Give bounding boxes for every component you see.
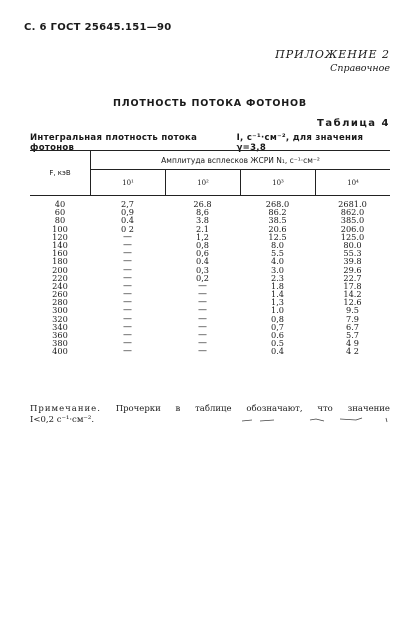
value-cell: 9.5: [345, 305, 360, 316]
header-amplitude: Амплитуда всплесков ЖСРИ N₁, с⁻¹·см⁻²: [91, 151, 390, 170]
column-amplitude-4: [315, 200, 390, 356]
table-caption-right: I, с⁻¹·см⁻², для значения γ=3,8: [236, 133, 364, 153]
value-cell: 6.7: [345, 321, 360, 332]
note-word: обозначают,: [246, 404, 303, 414]
value-cell: —: [198, 313, 207, 324]
section-title: ПЛОТНОСТЬ ПОТОКА ФОТОНОВ: [113, 98, 307, 109]
value-cell: 3.0: [270, 264, 285, 275]
value-cell: 12.6: [343, 297, 362, 308]
column-amplitude-3: [240, 200, 315, 356]
energy-cell: 80: [54, 215, 66, 226]
column-energy: [30, 200, 90, 356]
value-cell: 5.5: [270, 248, 285, 259]
flux-table: [30, 150, 390, 356]
value-cell: —: [198, 280, 207, 291]
value-cell: 206.0: [340, 223, 365, 234]
value-cell: —: [123, 321, 132, 332]
value-cell: 1.8: [270, 280, 285, 291]
energy-cell: 380: [52, 338, 68, 349]
energy-cell: 140: [52, 239, 68, 250]
value-cell: 4 9: [345, 338, 360, 349]
value-cell: —: [198, 305, 207, 316]
value-cell: —: [198, 346, 207, 357]
value-cell: 8.0: [270, 239, 285, 250]
note-word: Прочерки: [115, 404, 161, 414]
value-cell: 0,2: [195, 272, 210, 283]
energy-cell: 260: [52, 289, 68, 300]
value-cell: 17.8: [343, 280, 362, 291]
value-cell: 0,9: [120, 207, 135, 218]
note-word: что: [317, 404, 333, 414]
value-cell: 26.8: [193, 199, 212, 209]
appendix-block: [275, 48, 390, 76]
energy-cell: 40: [54, 199, 66, 209]
value-cell: 125.0: [340, 231, 365, 242]
value-cell: 20.6: [268, 223, 287, 234]
energy-cell: 400: [52, 346, 68, 357]
value-cell: 4.0: [270, 256, 285, 267]
value-cell: —: [123, 297, 132, 308]
value-cell: 0 2: [120, 223, 135, 234]
value-cell: —: [123, 313, 132, 324]
value-cell: 3.8: [195, 215, 210, 226]
value-cell: 2,7: [120, 199, 135, 209]
value-cell: 12.5: [268, 231, 287, 242]
energy-cell: 360: [52, 330, 68, 340]
value-cell: 0.4: [195, 256, 210, 267]
value-cell: 1,3: [270, 297, 285, 308]
value-cell: 268.0: [265, 199, 290, 209]
value-cell: —: [123, 231, 132, 242]
header-sub-3: 10³: [241, 170, 316, 195]
energy-cell: 320: [52, 313, 68, 324]
value-cell: —: [198, 289, 207, 300]
table-header: [30, 151, 390, 195]
value-cell: —: [123, 280, 132, 291]
value-cell: 862.0: [340, 207, 365, 218]
energy-cell: 160: [52, 248, 68, 259]
value-cell: 8,6: [195, 207, 210, 218]
value-cell: 2681.0: [338, 199, 367, 209]
header-sub-4: 10⁴: [347, 178, 359, 187]
energy-cell: 280: [52, 297, 68, 308]
value-cell: —: [123, 256, 132, 267]
value-cell: 55.3: [343, 248, 362, 259]
note-word: в: [175, 404, 181, 414]
header-subs: [91, 170, 390, 195]
value-cell: 4 2: [345, 346, 360, 357]
value-cell: 2.3: [270, 272, 285, 283]
note-lead: Примечание.: [30, 404, 101, 414]
value-cell: 1.4: [270, 289, 285, 300]
note-word: таблице: [195, 404, 232, 414]
column-amplitude-1: [90, 200, 165, 356]
value-cell: 2.1: [195, 223, 210, 234]
value-cell: —: [198, 297, 207, 308]
energy-cell: 60: [54, 207, 66, 218]
page-header: С. 6 ГОСТ 25645.151—90: [24, 22, 172, 33]
value-cell: 0.4: [120, 215, 135, 226]
energy-cell: 340: [52, 321, 68, 332]
energy-cell: 180: [52, 256, 68, 267]
value-cell: 29.6: [343, 264, 362, 275]
appendix-label: ПРИЛОЖЕНИЕ 2: [275, 48, 390, 61]
note-line-2: I<0,2 с⁻¹·см⁻².: [30, 415, 95, 425]
energy-cell: 200: [52, 264, 68, 275]
value-cell: 0.6: [270, 330, 285, 340]
energy-cell: 240: [52, 280, 68, 291]
value-cell: 38.5: [268, 215, 287, 226]
value-cell: —: [123, 346, 132, 357]
value-cell: 80.0: [343, 239, 362, 250]
value-cell: 7.9: [345, 313, 360, 324]
note-word: значение: [347, 404, 390, 414]
energy-cell: 300: [52, 305, 68, 316]
value-cell: 0,3: [195, 264, 210, 275]
value-cell: —: [123, 248, 132, 259]
header-sub-2: 10²: [166, 170, 241, 195]
value-cell: —: [198, 338, 207, 349]
value-cell: 5.7: [345, 330, 360, 340]
table-body: [30, 196, 390, 356]
value-cell: —: [198, 330, 207, 340]
column-amplitude-2: [165, 200, 240, 356]
value-cell: 22.7: [343, 272, 362, 283]
value-cell: 0.4: [270, 346, 285, 357]
value-cell: 0,6: [195, 248, 210, 259]
value-cell: 1.0: [270, 305, 285, 316]
table-title: Таблица 4: [317, 118, 390, 129]
value-cell: —: [123, 338, 132, 349]
value-cell: 1,2: [195, 231, 210, 242]
value-cell: —: [198, 321, 207, 332]
scan-artifact: [240, 415, 390, 423]
energy-cell: 120: [52, 231, 68, 242]
value-cell: 0.5: [270, 338, 285, 349]
energy-cell: 220: [52, 272, 68, 283]
header-amplitude-group: [91, 151, 390, 195]
appendix-subtitle: Справочное: [330, 63, 390, 74]
table-caption-left: Интегральная плотность потока фотонов: [30, 133, 198, 153]
value-cell: 0,7: [270, 321, 285, 332]
value-cell: —: [123, 264, 132, 275]
value-cell: 0,8: [270, 313, 285, 324]
header-sub-1: 10¹: [91, 170, 166, 195]
value-cell: 86.2: [268, 207, 287, 218]
value-cell: 39.8: [343, 256, 362, 267]
note-line-1: [30, 404, 390, 415]
value-cell: —: [123, 330, 132, 340]
value-cell: —: [123, 289, 132, 300]
value-cell: 385.0: [340, 215, 365, 226]
value-cell: —: [123, 272, 132, 283]
header-energy: F, кэВ: [30, 151, 91, 195]
energy-cell: 100: [52, 223, 68, 234]
value-cell: 14.2: [343, 289, 362, 300]
value-cell: —: [123, 239, 132, 250]
value-cell: —: [123, 305, 132, 316]
value-cell: 0,8: [195, 239, 210, 250]
